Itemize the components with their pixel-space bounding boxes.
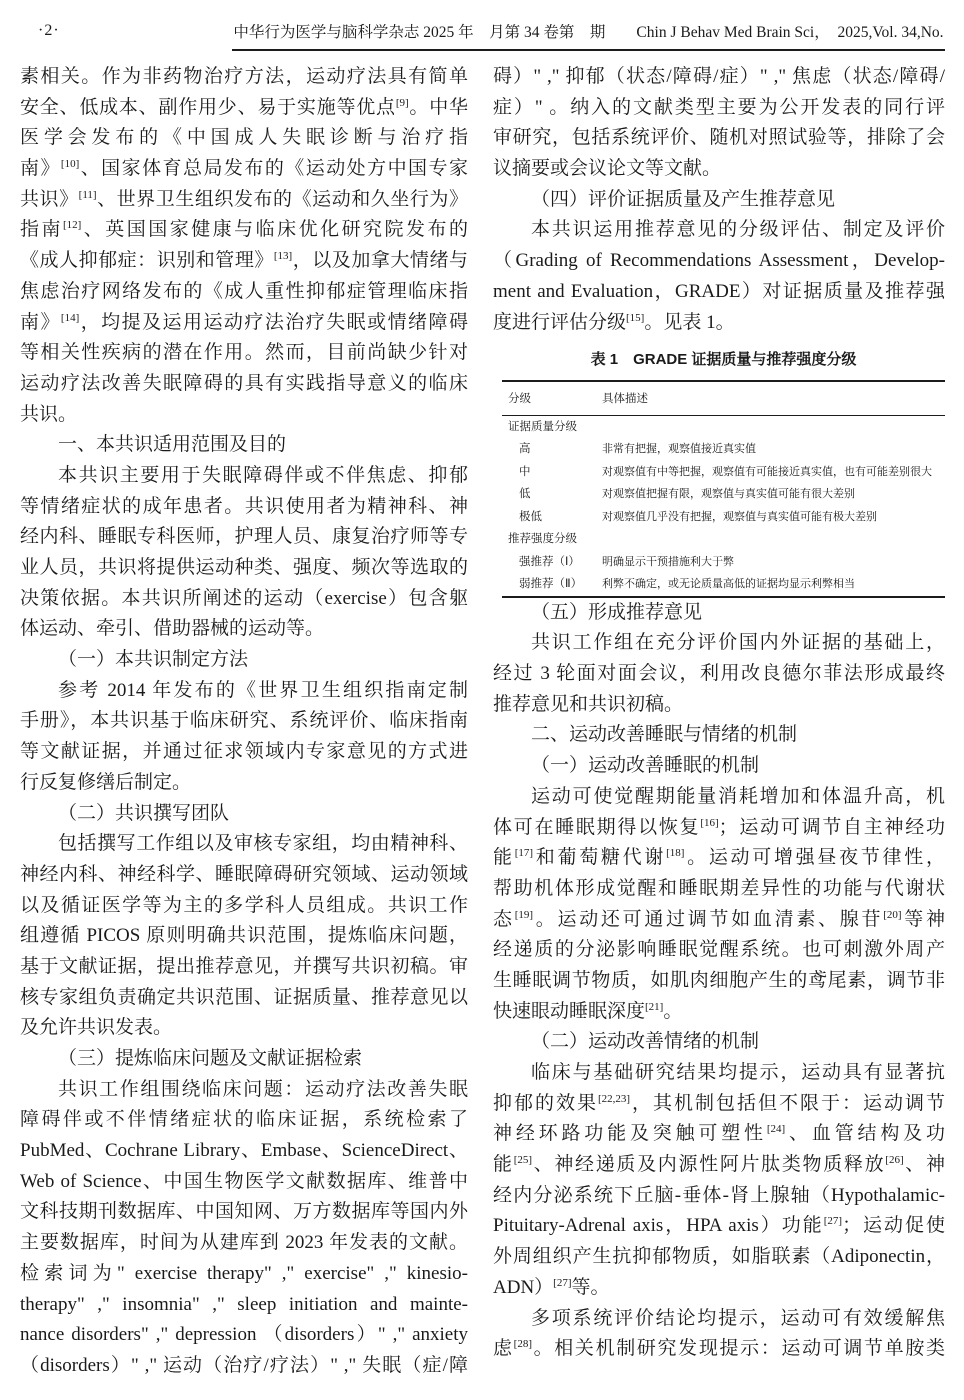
text-line: 南》[14]，均提及运用运动疗法治疗失眠或情绪障碍 — [20, 311, 468, 333]
text-line: 《成人抑郁症：识别和管理》[13]，以及加拿大情绪与 — [20, 250, 468, 272]
text-line: 障碍伴或不伴情绪症状的临床证据，系统检索了 — [20, 1109, 468, 1131]
reference-superscript: [10] — [60, 158, 80, 171]
text-line: （Grading of Recommendations Assessment，Develop- — [493, 250, 945, 272]
table-1-title: 表 1 GRADE 证据质量与推荐强度分级 — [590, 351, 857, 369]
reference-superscript: [26] — [885, 1154, 904, 1167]
reference-superscript: [15] — [626, 311, 645, 324]
reference-superscript: [14] — [60, 311, 80, 324]
text-line: 本共识运用推荐意见的分级评估、制定及评价 — [531, 219, 945, 241]
grade-cell: 弱推荐（Ⅱ） — [519, 578, 583, 591]
text-line: （一）本共识制定方法 — [58, 649, 249, 671]
text-line: 多项系统评价结论均提示，运动可有效缓解焦 — [531, 1307, 945, 1329]
text-line: 推荐意见和共识初稿。 — [493, 693, 684, 715]
text-line: （三）提炼临床问题及文献证据检索 — [58, 1048, 363, 1069]
reference-superscript: [21] — [645, 1000, 664, 1013]
text-line: 虑[28]。相关机制研究发现提示：运动可调节单胺类 — [493, 1338, 945, 1360]
text-line: 医学会发布的《中国成人失眠诊断与治疗指 — [20, 127, 468, 149]
reference-superscript: [17] — [514, 847, 534, 860]
reference-superscript: [11] — [78, 188, 97, 201]
text-line: ment and Evaluation，GRADE）对证据质量及推荐强 — [493, 280, 945, 302]
text-line: 二、运动改善睡眠与情绪的机制 — [531, 724, 798, 746]
reference-superscript: [16] — [700, 816, 719, 829]
text-line: 一、本共识适用范围及目的 — [58, 434, 287, 456]
grade-cell: 证据质量分级 — [508, 420, 577, 433]
reference-superscript: [9] — [395, 96, 409, 109]
text-line: 共识工作组围绕临床问题：运动疗法改善失眠 — [58, 1078, 468, 1100]
text-line: （四）评价证据质量及产生推荐意见 — [531, 188, 836, 210]
grade-cell: 强推荐（Ⅰ） — [519, 555, 580, 568]
text-line: Web of Science、中国生物医学文献数据库、维普中 — [20, 1170, 468, 1192]
text-line: 经内科、睡眠专科医师，护理人员、康复治疗师等专 — [20, 526, 468, 548]
grade-cell: 高 — [519, 443, 531, 456]
text-line: 共识。 — [20, 403, 78, 425]
grade-table-section-row — [502, 528, 945, 551]
text-line: 南》[10]、国家体育总局发布的《运动处方中国专家 — [20, 158, 468, 180]
grade-table-body — [502, 415, 945, 597]
text-line: 度进行评估分级[15]。见表 1。 — [493, 311, 735, 333]
text-line: 主要数据库，时间为从建库到 2023 年发表的文献。 — [20, 1232, 468, 1254]
grade-table-row — [502, 551, 945, 574]
text-line: 共识》[11]、世界卫生组织发布的《运动和久坐行为》 — [20, 188, 468, 210]
reference-superscript: [24] — [766, 1123, 786, 1136]
grade-table-row — [502, 573, 945, 597]
grade-table-row — [502, 461, 945, 484]
text-line: （一）运动改善睡眠的机制 — [531, 755, 760, 777]
text-line: 经递质的分泌影响睡眠觉醒系统。也可刺激外周产 — [493, 939, 945, 961]
left-column — [20, 62, 468, 1382]
text-line: 包括撰写工作组以及审核专家组，均由精神科、 — [58, 833, 468, 855]
text-line: 经内分泌系统下丘脑-垂体-肾上腺轴（Hypothalamic- — [493, 1184, 945, 1206]
text-line: 指南[12]、英国国家健康与临床优化研究院发布的 — [20, 219, 468, 241]
grade-table-section-row — [502, 415, 945, 438]
right-column-upper-text — [493, 62, 945, 338]
journal-title-line: 中华行为医学与脑科学杂志 2025 年 月第 34 卷第 期 Chin J Behav Med Brain Sci， 2025,Vol. 34,No. — [232, 20, 945, 51]
right-column-lower-text — [493, 598, 945, 1365]
text-line: 碍）" ," 抑郁（状态/障碍/症）" ," 焦虑（状态/障碍/ — [493, 66, 945, 87]
reference-superscript: [27] — [553, 1276, 572, 1289]
description-cell: 对观察值有中等把握，观察值有可能接近真实值，也有可能差别很大 — [602, 465, 932, 478]
text-line: 快速眼动睡眠深度[21]。 — [493, 1000, 683, 1022]
text-line: 共识工作组在充分评价国内外证据的基础上， — [531, 632, 945, 654]
text-line: Pituitary-Adrenal axis，HPA axis）功能[27]；运动促使 — [493, 1215, 945, 1237]
text-line: 核专家组负责确定共识范围、证据质量、推荐意见以 — [20, 986, 468, 1008]
text-line: 临床与基础研究结果均提示，运动具有显著抗 — [531, 1062, 945, 1083]
text-line: 体可在睡眠期得以恢复[16]；运动可调节自主神经功 — [493, 816, 945, 838]
reference-superscript: [18] — [666, 847, 685, 860]
description-cell — [602, 528, 945, 551]
text-line: 参考 2014 年发布的《世界卫生组织指南定制 — [58, 679, 468, 701]
text-line: 症）" 。纳入的文献类型主要为公开发表的同行评 — [493, 96, 945, 118]
right-column — [493, 62, 945, 1365]
text-line: 以及循证医学等为主的多学科人员组成。共识工作 — [20, 894, 468, 916]
grade-table — [502, 380, 945, 598]
text-line: 行反复修缮后制定。 — [20, 771, 192, 793]
text-line: 文科技期刊数据库、中国知网、万方数据库等国内外 — [20, 1201, 468, 1223]
description-cell: 对观察值几乎没有把握，观察值与真实值可能有极大差别 — [602, 510, 877, 523]
description-cell — [602, 415, 945, 438]
grade-cell: 推荐强度分级 — [508, 533, 577, 546]
text-line: 运动疗法改善失眠障碍的具有实践指导意义的临床 — [20, 372, 468, 394]
text-line: 安全、低成本、副作用少、易于实施等优点[9]。中华 — [20, 96, 468, 118]
grade-table-col-description: 具体描述 — [602, 381, 945, 415]
grade-cell: 低 — [519, 488, 531, 501]
text-line: 基于文献证据，提出推荐意见，并撰写共识初稿。审 — [20, 955, 468, 977]
text-line: 运动可使觉醒期能量消耗增加和体温升高，机 — [531, 785, 945, 807]
text-line: 素相关。作为非药物治疗方法，运动疗法具有简单 — [20, 66, 468, 87]
text-line: 本共识主要用于失眠障碍伴或不伴焦虑、抑郁 — [58, 464, 468, 486]
text-line: （disorders）" ," 运动（治疗/疗法）" ," 失眠（症/障 — [20, 1354, 468, 1376]
text-line: 手册》，本共识基于临床研究、系统评价、临床指南 — [20, 710, 468, 732]
text-line: 经过 3 轮面对面会议，利用改良德尔菲法形成最终 — [493, 663, 945, 685]
text-line: （二）运动改善情绪的机制 — [531, 1031, 760, 1053]
reference-superscript: [20] — [883, 908, 902, 921]
text-line: 检索词为" exercise therapy" ," exercise" ," kinesio- — [20, 1262, 468, 1284]
text-line: 神经内科、神经科学、睡眠障碍研究领域、运动领域 — [20, 863, 468, 885]
text-line: 焦虑治疗网络发布的《成人重性抑郁症管理临床指 — [20, 280, 468, 302]
text-line: 能[17]和葡萄糖代谢[18]。运动可增强昼夜节律性， — [493, 847, 945, 869]
reference-superscript: [19] — [514, 908, 534, 921]
reference-superscript: [25] — [513, 1154, 533, 1167]
text-line: 等文献证据，并通过征求领域内专家意见的方式进 — [20, 741, 468, 763]
running-head — [0, 12, 964, 50]
text-line: 等情绪症状的成年患者。共识使用者为精神科、神 — [20, 495, 468, 517]
grade-table-head — [502, 381, 945, 415]
reference-superscript: [22,23] — [597, 1092, 631, 1105]
text-line: 体运动、牵引、借助器械的运动等。 — [20, 618, 325, 640]
text-line: 神经环路功能及突触可塑性[24]、血管结构及功 — [493, 1123, 945, 1145]
grade-table-row — [502, 438, 945, 461]
text-line: 抑郁的效果[22,23]，其机制包括但不限于：运动调节 — [493, 1092, 945, 1114]
text-line: 及允许共识发表。 — [20, 1017, 173, 1039]
description-cell: 对观察值把握有限，观察值与真实值可能有很大差别 — [602, 488, 855, 501]
reference-superscript: [28] — [513, 1338, 532, 1351]
text-line: 议摘要或会议论文等文献。 — [493, 158, 722, 180]
text-line: 外周组织产生抗抑郁物质，如脂联素（Adiponectin， — [493, 1246, 945, 1268]
description-cell: 利弊不确定，或无论质量高低的证据均显示利弊相当 — [602, 578, 855, 591]
grade-table-header-row — [502, 381, 945, 415]
text-line: 生睡眠调节物质，如肌肉细胞产生的鸢尾素，调节非 — [493, 969, 945, 991]
text-line: 态[19]。运动还可通过调节如血清素、腺苷[20]等神 — [493, 908, 945, 930]
grade-table-row — [502, 506, 945, 529]
grade-cell: 极低 — [519, 510, 542, 523]
table-1-block — [502, 350, 945, 598]
grade-table-col-grade: 分级 — [502, 381, 602, 415]
text-line: 帮助机体形成觉醒和睡眠期差异性的功能与代谢状 — [493, 877, 945, 899]
description-cell: 非常有把握，观察值接近真实值 — [602, 443, 756, 456]
description-cell: 明确显示干预措施利大于弊 — [602, 555, 734, 568]
text-line: 审研究，包括系统评价、随机对照试验等，排除了会 — [493, 127, 945, 149]
reference-superscript: [12] — [62, 219, 82, 232]
grade-cell: 中 — [519, 465, 531, 478]
text-line: 业人员，共识将提供运动种类、强度、频次等选取的 — [20, 557, 468, 578]
text-line: （二）共识撰写团队 — [58, 802, 230, 824]
text-line: nance disorders" ," depression （disorders）" ," anxiety — [20, 1324, 468, 1346]
text-line: 决策依据。本共识所阐述的运动（exercise）包含躯 — [20, 587, 468, 609]
text-line: PubMed、Cochrane Library、Embase、ScienceDirect、 — [20, 1140, 468, 1162]
text-line: （五）形成推荐意见 — [531, 601, 703, 623]
text-line: therapy" ," insomnia" ," sleep initiation and mainte- — [20, 1293, 468, 1315]
reference-superscript: [13] — [273, 250, 293, 263]
text-line: 等相关性疾病的潜在作用。然而，目前尚缺少针对 — [20, 342, 468, 364]
grade-table-row — [502, 483, 945, 506]
text-line: ADN）[27]等。 — [493, 1276, 610, 1298]
reference-superscript: [27] — [823, 1215, 843, 1228]
page-number: ·2· — [38, 22, 60, 39]
text-line: 能[25]、神经递质及内源性阿片肽类物质释放[26]、神 — [493, 1154, 945, 1176]
text-line: 组遵循 PICOS 原则明确共识范围，提炼临床问题， — [20, 925, 468, 947]
